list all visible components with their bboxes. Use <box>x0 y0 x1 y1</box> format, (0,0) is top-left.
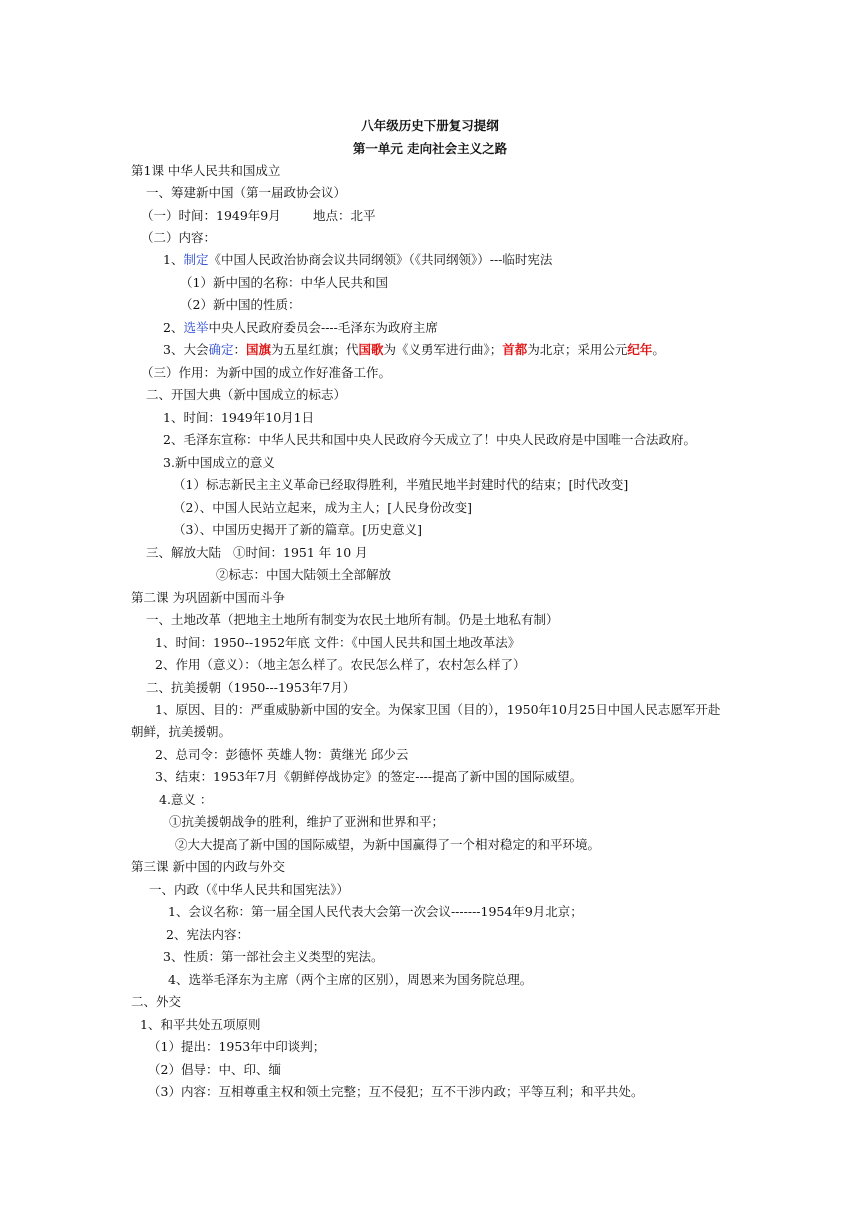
lesson1-s2-item3: 3.新中国成立的意义 <box>163 455 275 470</box>
lesson1-item3 <box>163 342 665 358</box>
lesson1-s2-item3-sub2: （2）、中国人民站立起来，成为主人；[人民身份改变] <box>173 500 472 515</box>
lesson1-item2 <box>163 320 438 336</box>
lesson3-heading: 第三课 新中国的内政与外交 <box>131 859 285 874</box>
item3-capital: 首都 <box>502 342 528 357</box>
lesson1-item1 <box>163 252 552 268</box>
lesson2-s2-item4-sub2: ②大大提高了新中国的国际威望，为新中国赢得了一个相对稳定的和平环境。 <box>175 837 601 852</box>
lesson3-s2-item1-sub3: （3）内容：互相尊重主权和领土完整；互不侵犯；互不干涉内政；平等互利；和平共处。 <box>148 1084 644 1099</box>
lesson3-s1-item2: 2、宪法内容： <box>166 927 249 942</box>
lesson2-s2-item1a: 1、原因、目的：严重威胁新中国的安全。为保家卫国（目的），1950年10月25日中国人民志愿军开赴 <box>155 702 721 717</box>
item2-text: 中央人民政府委员会----毛泽东为政府主席 <box>208 320 438 335</box>
lesson1-place: 地点：北平 <box>313 208 376 223</box>
item3-part-b: ： <box>233 342 246 357</box>
lesson1-item1-sub2: （2）新中国的性质： <box>180 297 301 312</box>
item3-keyword: 确定 <box>208 342 234 357</box>
item3-part-f: 。 <box>652 342 665 357</box>
lesson2-s2-item4-sub1: ①抗美援朝战争的胜利，维护了亚洲和世界和平； <box>169 814 445 829</box>
item2-prefix: 2、 <box>163 320 184 335</box>
lesson1-section3-mark: ②标志：中国大陆领土全部解放 <box>216 567 392 582</box>
item1-prefix: 1、 <box>163 252 184 267</box>
lesson3-s1-item3: 3、性质：第一部社会主义类型的宪法。 <box>163 949 384 964</box>
lesson1-section3: 三、解放大陆 <box>146 545 222 560</box>
item2-keyword: 选举 <box>183 320 209 335</box>
lesson3-section2: 二、外交 <box>131 994 182 1009</box>
unit-title: 第一单元 走向社会主义之路 <box>352 141 508 156</box>
lesson2-section2: 二、抗美援朝（1950---1953年7月） <box>146 680 356 695</box>
item3-anthem: 国歌 <box>358 342 384 357</box>
lesson1-s2-item3-sub1: （1）标志新民主主义革命已经取得胜利，半殖民地半封建时代的结束；[时代改变] <box>173 477 629 492</box>
lesson1-effect: （三）作用：为新中国的成立作好准备工作。 <box>141 365 392 380</box>
lesson1-section1: 一、筹建新中国（第一届政协会议） <box>146 185 347 200</box>
lesson2-section1: 一、土地改革（把地主土地所有制变为农民土地所有制。仍是土地私有制） <box>146 612 559 627</box>
lesson2-s1-item2: 2、作用（意义）：（地主怎么样了。农民怎么样了，农村怎么样了） <box>155 657 526 672</box>
lesson3-section1: 一、内政（《中华人民共和国宪法》） <box>149 882 350 897</box>
item1-keyword: 制定 <box>183 252 209 267</box>
lesson3-s2-item1-sub2: （2）倡导：中、印、缅 <box>148 1062 281 1077</box>
document-title: 八年级历史下册复习提纲 <box>361 118 499 133</box>
item3-calendar: 纪年 <box>627 342 653 357</box>
lesson2-s2-item4: 4.意义 ： <box>159 792 213 807</box>
lesson3-s2-item1: 1、和平共处五项原则 <box>140 1017 261 1032</box>
item3-part-a: 3、大会 <box>163 342 209 357</box>
lesson1-s2-item2: 2、毛泽东宣称：中华人民共和国中央人民政府今天成立了！中央人民政府是中国唯一合法政府。 <box>163 432 696 447</box>
lesson1-heading: 第1课 中华人民共和国成立 <box>131 163 281 178</box>
lesson2-s2-item3: 3、结束：1953年7月《朝鲜停战协定》的签定----提高了新中国的国际威望。 <box>155 769 583 784</box>
lesson1-section3-time: ①时间：1951 年 10 月 <box>233 545 368 560</box>
lesson1-content-label: （二）内容： <box>141 230 217 245</box>
lesson1-section2: 二、开国大典（新中国成立的标志） <box>146 387 347 402</box>
lesson2-s2-item2: 2、总司令：彭德怀 英雄人物：黄继光 邱少云 <box>155 747 409 762</box>
lesson1-s2-item3-sub3: （3）、中国历史揭开了新的篇章。[历史意义] <box>173 522 422 537</box>
lesson1-time: （一）时间：1949年9月 <box>141 208 281 223</box>
lesson2-s1-item1: 1、时间：1950--1952年底 文件：《中国人民共和国土地改革法》 <box>155 635 521 650</box>
item3-flag: 国旗 <box>245 342 271 357</box>
item3-part-d: 为《义勇军进行曲》； <box>383 342 503 357</box>
item1-text: 《中国人民政治协商会议共同纲领》（《共同纲领》）---临时宪法 <box>208 252 553 267</box>
item3-part-e: 为北京；采用公元 <box>527 342 628 357</box>
lesson3-s1-item1: 1、会议名称：第一届全国人民代表大会第一次会议-------1954年9月北京； <box>168 904 583 919</box>
lesson1-item1-sub1: （1）新中国的名称：中华人民共和国 <box>180 275 388 290</box>
lesson2-s2-item1b: 朝鲜，抗美援朝。 <box>131 724 232 739</box>
lesson2-heading: 第二课 为巩固新中国而斗争 <box>131 590 285 605</box>
lesson3-s2-item1-sub1: （1）提出：1953年中印谈判； <box>148 1039 326 1054</box>
item3-part-c: 为五星红旗；代 <box>271 342 359 357</box>
lesson3-s1-item4: 4、选举毛泽东为主席（两个主席的区别），周恩来为国务院总理。 <box>168 972 533 987</box>
lesson1-s2-item1: 1、时间：1949年10月1日 <box>163 410 315 425</box>
